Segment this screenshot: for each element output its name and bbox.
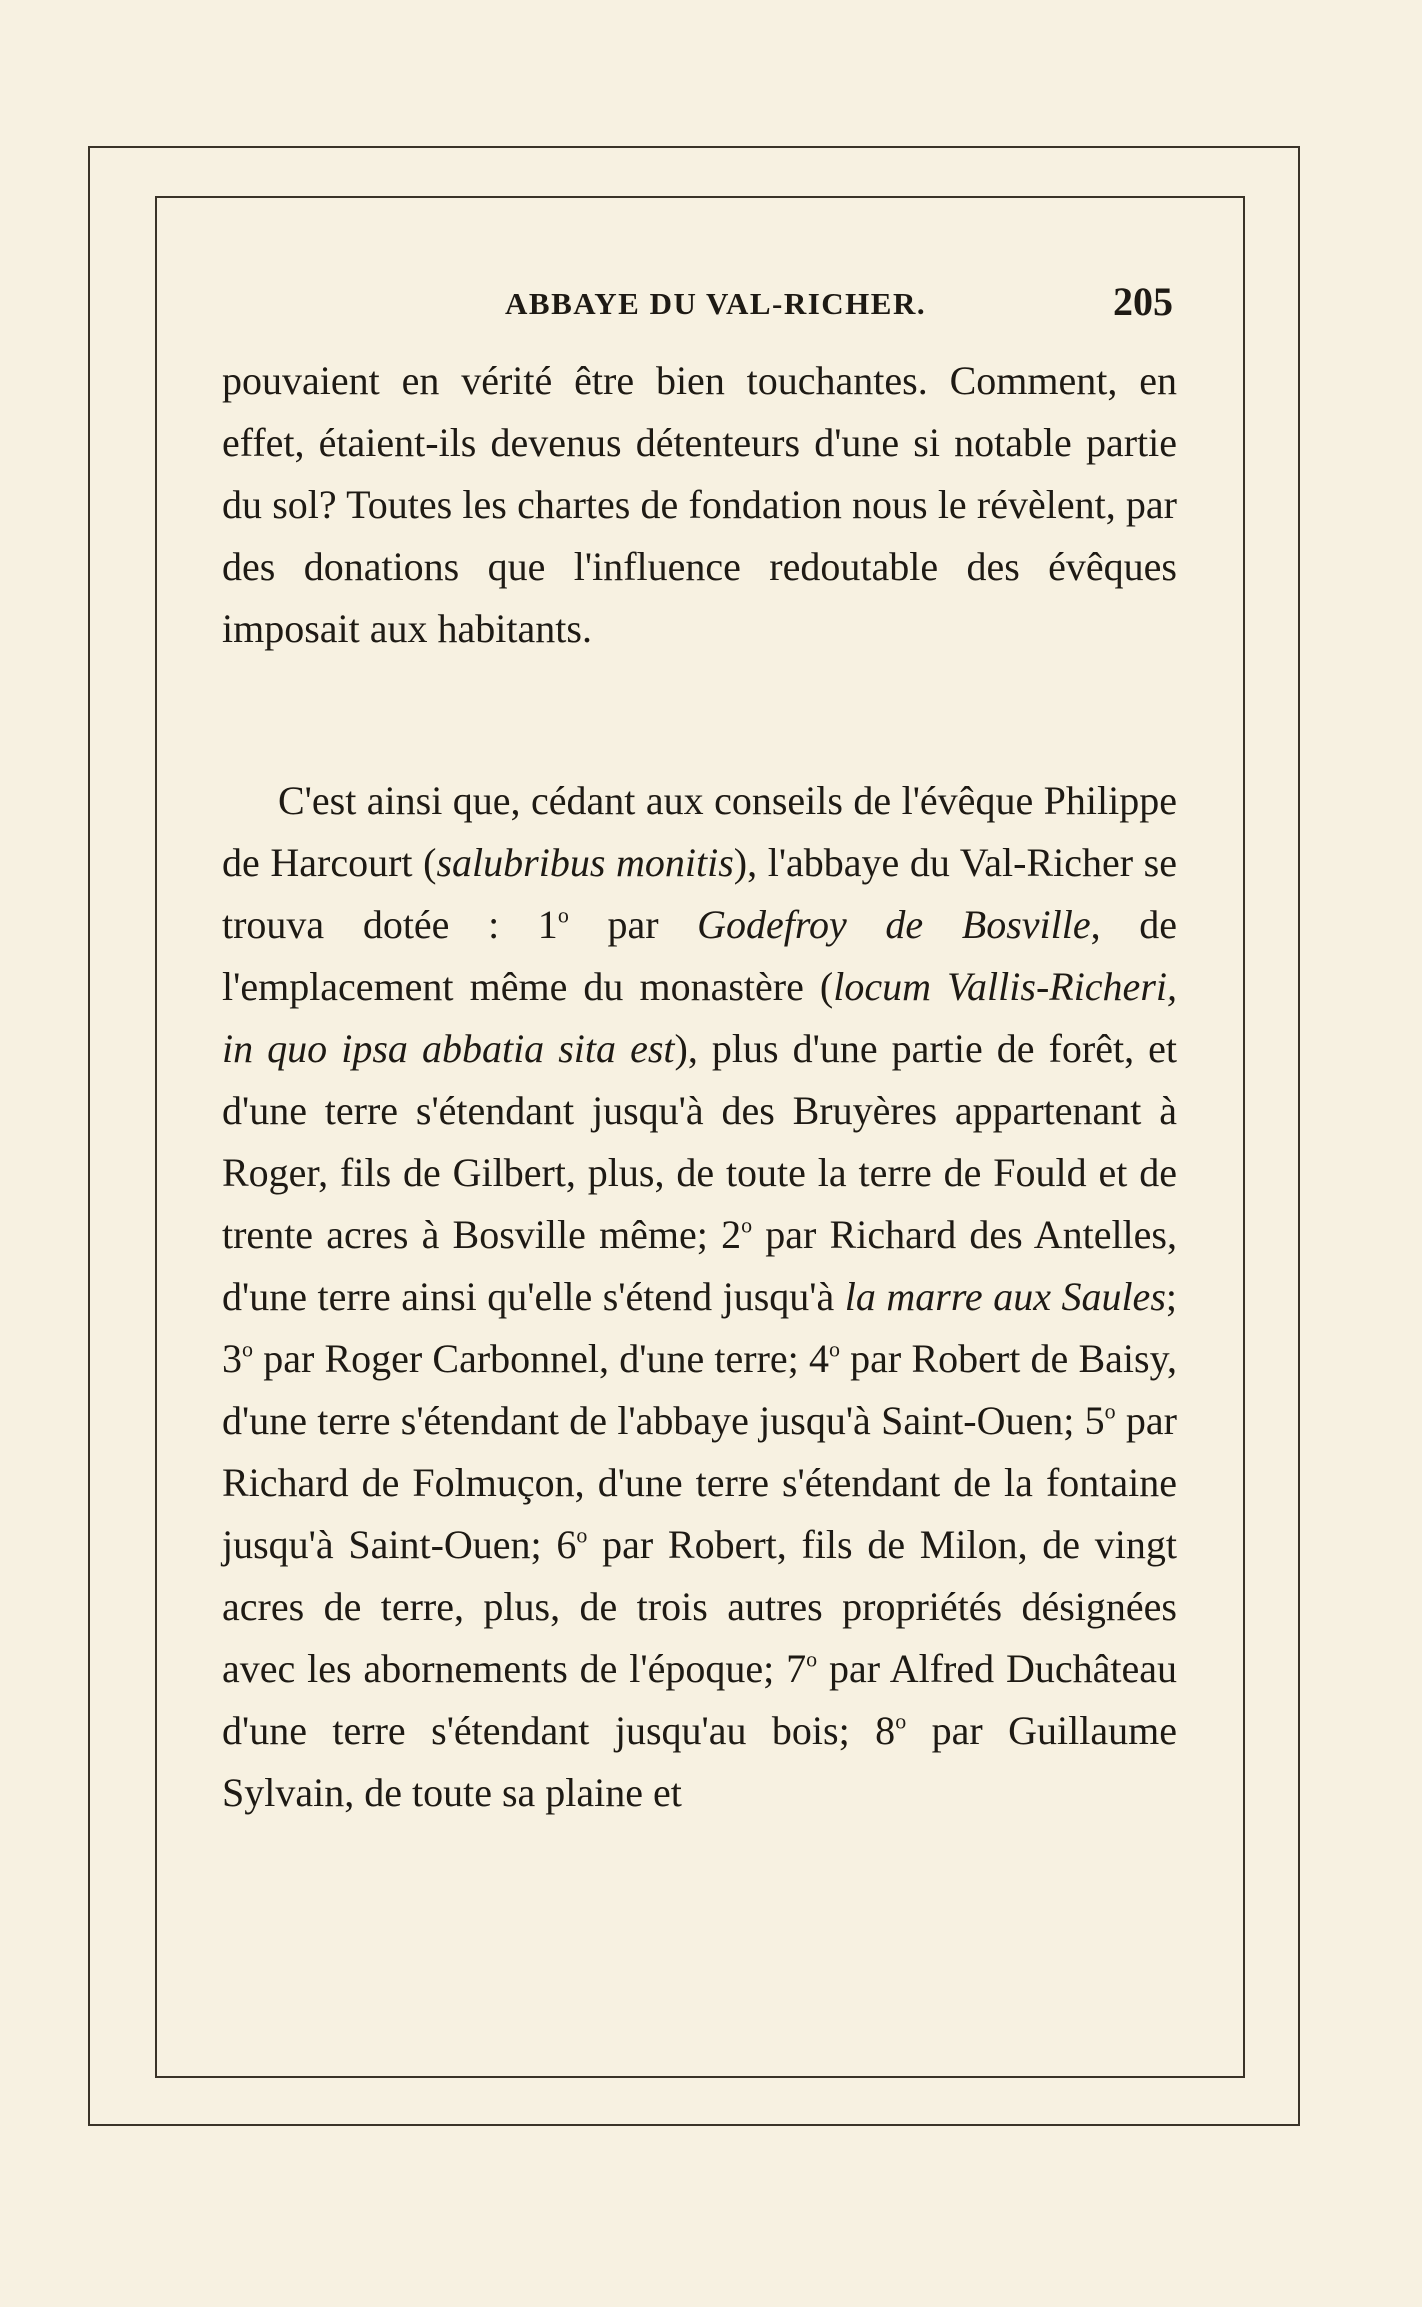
inner-top-rule — [155, 196, 1245, 198]
p2-text: ), l'abbaye du Val-Richer se trouva dotée : 1 — [222, 840, 1178, 947]
p2-italic-phrase: la marre aux Saules — [844, 1274, 1166, 1319]
p2-text: par — [568, 902, 698, 947]
p2-text: par Roger Carbonnel, d'une terre; 4 — [253, 1336, 829, 1381]
outer-right-rule — [1298, 146, 1300, 2126]
page-number: 205 — [1113, 279, 1173, 324]
paragraph-1: pouvaient en vérité être bien touchantes. Comment, en effet, étaient-ils devenus détenteurs d'une si notable partie du sol? Toutes les chartes de fondation nous le révèlent, par des donations que l'influence redoutable des évêques imposait aux habitants. — [222, 358, 1177, 651]
outer-top-rule — [88, 146, 1298, 148]
outer-left-rule — [88, 146, 90, 2126]
ordinal-mark: o — [895, 1708, 907, 1734]
p2-italic-phrase: salubribus monitis — [436, 840, 734, 885]
inner-left-rule — [155, 196, 157, 2076]
ordinal-mark: o — [242, 1336, 253, 1362]
p2-text: C'est ainsi que, cédant aux conseils de l'évêque Philippe de Harcourt ( — [222, 778, 1177, 885]
outer-bottom-rule — [88, 2124, 1298, 2126]
ordinal-mark: o — [806, 1646, 818, 1672]
p2-italic-phrase: Godefroy de Bosville — [697, 902, 1091, 947]
ordinal-mark: o — [576, 1522, 588, 1548]
p2-text: par Alfred Duchâteau d'une terre s'étendant jusqu'au bois; 8 — [222, 1646, 1178, 1753]
ordinal-mark: o — [741, 1212, 753, 1238]
running-title: ABBAYE DU VAL-RICHER. — [505, 286, 927, 321]
ordinal-mark: o — [557, 902, 569, 928]
p2-text: par Guillaume Sylvain, de toute sa plaine et — [222, 1708, 1178, 1815]
p2-text: , de l'emplacement même du monastère ( — [222, 902, 1177, 1009]
inner-right-rule — [1243, 196, 1245, 2076]
paragraph-2 — [222, 770, 1177, 1824]
p2-text: ; 3 — [222, 1274, 1178, 1381]
p2-text: ), plus d'une partie de forêt, et d'une terre s'étendant jusqu'à des Bruyères appartenant à Roger, fils de Gilbert, plus, de toute la terre de Fould et de trente acres à Bosville même; 2 — [222, 1026, 1177, 1257]
ordinal-mark: o — [828, 1336, 840, 1362]
p2-text: par Robert, fils de Milon, de vingt acres de terre, plus, de trois autres propriétés désignées avec les abornements de l'époque; 7 — [222, 1522, 1177, 1691]
p2-text: par Richard des Antelles, d'une terre ainsi qu'elle s'étend jusqu'à — [222, 1212, 1177, 1319]
inner-bottom-rule — [155, 2076, 1245, 2078]
ordinal-mark: o — [1104, 1398, 1116, 1424]
p2-text: par Robert de Baisy, d'une terre s'étendant de l'abbaye jusqu'à Saint-Ouen; 5 — [222, 1336, 1177, 1443]
running-header — [235, 278, 1177, 328]
p2-italic-phrase: locum Vallis-Richeri, in quo ipsa abbatia sita est — [222, 964, 1177, 1071]
p2-text: par Richard de Folmuçon, d'une terre s'étendant de la fontaine jusqu'à Saint-Ouen; 6 — [222, 1398, 1177, 1567]
